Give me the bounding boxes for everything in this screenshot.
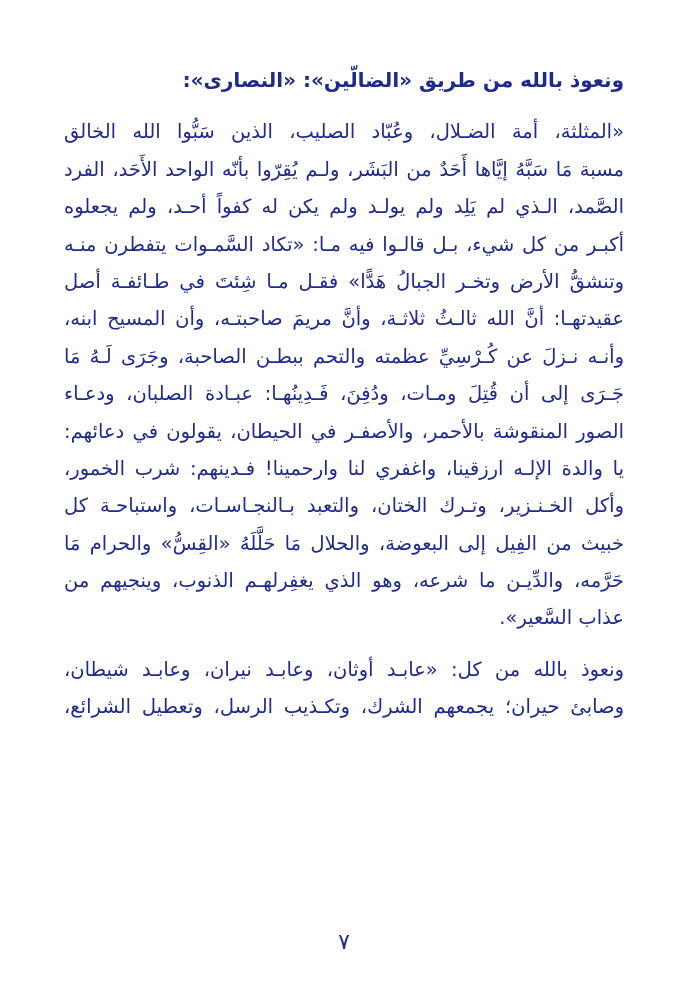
text-line: مسبة مَا سَبَّهُ إيَّاها أَحَدٌ من البَشَر، ولـم يُقِرّوا بأنّه الواحد الأَحَد، الفرد <box>64 157 624 181</box>
text-line: جَـرَى إلى أن قُتِلَ ومـات، ودُفِنَ، فَـدِينُهـا: عبـادة الصلبان، ودعـاء <box>64 382 624 406</box>
text-line: أكبـر من كل شيء، بـل قالـوا فيه مـا: «تكاد السَّمـوات يتفطرن منـه <box>64 232 624 256</box>
text-line: ونعوذ بالله من كل: «عابـد أوثان، وعابـد نيران، وعابـد شيطان، <box>64 657 624 681</box>
text-line: وأنـه نـزلَ عن كُـرْسِيِّ عظمته والتحم ببطـن الصاحبة، وجَرَى لَـهُ مَا <box>64 344 624 368</box>
text-line: عذاب السَّعير». <box>499 606 624 630</box>
text-line: عقيدتهـا: أنَّ الله ثالـثُ ثلاثـة، وأنَّ مريمَ صاحبتـه، وأن المسيح ابنه، <box>64 307 624 331</box>
paragraph-refuge <box>64 651 624 726</box>
text-line: وتنشقُّ الأرض وتخـر الجبالُ هَدًّا» فقـل مـا شِئتَ في طـائفـة أصل <box>64 269 624 293</box>
section-heading: ونعوذ بالله من طريق «الضالّين»: «النصارى»: <box>182 68 624 92</box>
text-line: وأكل الخـنـزير، وتـرك الختان، والتعبد بـالنجـاسـات، واستباحـة كل <box>64 494 624 518</box>
page-number: ٧ <box>338 930 350 955</box>
paragraph-christians <box>64 113 624 636</box>
text-line: وصابئ حيران؛ يجمعهم الشرك، وتكـذيب الرسل، وتعطيل الشرائع، <box>64 695 624 719</box>
text-line: الصَّمد، الـذي لم يَلِد ولم يولـد ولم يكن له كفواً أحـد، ولم يجعلوه <box>64 195 624 219</box>
text-line: يا والدة الإلـه ارزقينا، واغفري لنا وارحمينا! فـدينهم: شرب الخمور، <box>64 456 624 480</box>
text-line: حَرَّمه، والدِّيـن ما شرعه، وهو الذي يغفِرلهـم الذنوب، وينجيهم من <box>64 569 624 593</box>
text-line: خبيث من الفِيل إلى البعوضة، والحلال مَا حَلَّلَهُ «القِسُّ» والحرام مَا <box>64 531 624 555</box>
text-line: «المثلثة، أمة الضـلال، وعُبّاد الصليب، الذين سَبُّوا الله الخالق <box>64 120 624 144</box>
text-line: الصور المنقوشة بالأحمر، والأصفـر في الحيطان، يقولون في دعائهم: <box>64 419 624 443</box>
